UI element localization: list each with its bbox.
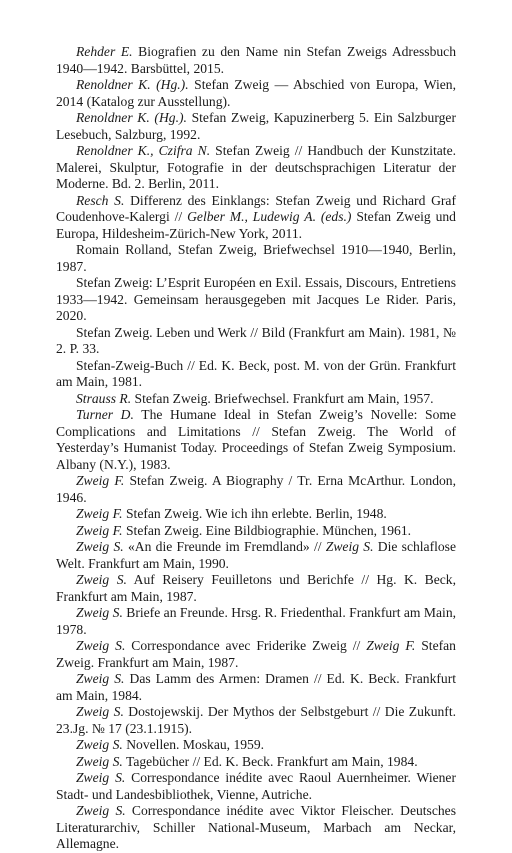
entry-author: Renoldner K., Czifra N.	[76, 143, 211, 158]
bibliography-entry	[56, 638, 456, 671]
bibliography-entry	[56, 506, 456, 523]
entry-author: Zweig S.	[76, 638, 126, 653]
bibliography-entry	[56, 572, 456, 605]
bibliography-entry	[56, 275, 456, 325]
entry-text: Correspondance inédite avec Raoul Auernheimer. Wiener Stadt- und Landesbibliothek, Vienne, Autriche.	[56, 770, 456, 802]
bibliography-entry	[56, 110, 456, 143]
bibliography-page	[56, 44, 456, 853]
entry-text: «An die Freunde im Fremdland» //	[123, 539, 326, 554]
entry-text: The Humane Ideal in Stefan Zweig’s Novelle: Some Complications and Limitations // Stefan Zweig. The World of Yesterday’s Humanist Today. Proceedings of Stefan Zweig Symposium. Albany (N.Y.), 1983.	[56, 407, 456, 472]
entry-author: Rehder E.	[76, 44, 133, 59]
entry-author: Zweig S.	[76, 803, 126, 818]
bibliography-entry	[56, 407, 456, 473]
entry-text: Stefan Zweig — Abschied von Europa, Wien, 2014 (Katalog zur Ausstellung).	[56, 77, 456, 109]
bibliography-entry	[56, 44, 456, 77]
entry-editors: Gelber M., Ludewig A. (eds.)	[187, 209, 352, 224]
entry-author: Zweig S.	[76, 605, 123, 620]
entry-author: Zweig S.	[76, 572, 127, 587]
entry-author: Zweig F.	[76, 522, 123, 538]
bibliography-entry	[56, 358, 456, 391]
entry-author: Zweig F.	[76, 473, 125, 488]
entry-text: Differenz des Einklangs: Stefan Zweig und Richard Graf Coudenhove-Kalergi //	[56, 192, 456, 224]
entry-text: Stefan-Zweig-Buch // Ed. K. Beck, post. M. von der Grün. Frankfurt am Main, 1981.	[56, 357, 456, 389]
bibliography-entry	[56, 539, 456, 572]
entry-author: Renoldner K. (Hg.).	[76, 110, 187, 125]
bibliography-entry	[56, 193, 456, 243]
entry-text-continued: Stefan Zweig. Frankfurt am Main, 1987.	[56, 638, 456, 670]
entry-text-continued: Die schlaflose Welt. Frankfurt am Main, 1990.	[56, 539, 457, 571]
entry-text: Auf Reisery Feuilletons und Berichfe // Hg. K. Beck, Frankfurt am Main, 1987.	[56, 572, 457, 604]
entry-author: Zweig S.	[76, 704, 124, 719]
bibliography-entry	[56, 523, 456, 540]
bibliography-entry	[56, 671, 456, 704]
entry-author: Zweig S.	[76, 770, 126, 785]
entry-author: Turner D.	[76, 407, 134, 422]
bibliography-entry	[56, 605, 456, 638]
entry-author: Zweig S.	[76, 539, 124, 554]
entry-text: Stefan Zweig. Eine Bildbiographie. München, 1961.	[122, 522, 412, 538]
entry-text: Tagebücher // Ed. K. Beck. Frankfurt am Main, 1984.	[122, 753, 418, 769]
entry-text: Stefan Zweig. Wie ich ihn erlebte. Berlin, 1948.	[122, 506, 387, 521]
entry-author: Zweig S.	[76, 671, 125, 686]
entry-text: Correspondance avec Friderike Zweig //	[125, 638, 367, 653]
entry-text: Stefan Zweig: L’Esprit Européen en Exil. Essais, Discours, Entretiens 1933—1942. Gemeinsam herausgegeben mit Jacques Le Rider. Paris, 2020.	[56, 275, 456, 323]
entry-text: Das Lamm des Armen: Dramen // Ed. K. Beck. Frankfurt am Main, 1984.	[56, 671, 457, 703]
entry-text: Stefan Zweig. Briefwechsel. Frankfurt am Main, 1957.	[131, 390, 434, 406]
entry-author: Resch S.	[76, 192, 125, 208]
entry-author: Renoldner K. (Hg.).	[76, 77, 189, 92]
bibliography-entry	[56, 473, 456, 506]
entry-text: Novellen. Moskau, 1959.	[122, 737, 265, 752]
entry-text: Stefan Zweig, Kapuzinerberg 5. Ein Salzburger Lesebuch, Salzburg, 1992.	[56, 110, 456, 142]
bibliography-entry	[56, 242, 456, 275]
entry-author: Zweig S.	[76, 753, 123, 769]
bibliography-entry	[56, 325, 456, 358]
bibliography-entry	[56, 754, 456, 771]
entry-text: Stefan Zweig // Handbuch der Kunstzitate. Malerei, Skulptur, Fotografie in der deutschsprachigen Literatur der Moderne. Bd. 2. Berlin, 2011.	[56, 143, 456, 191]
entry-text: Correspondance inédite avec Viktor Fleischer. Deutsches Literaturarchiv, Schiller National-Museum, Marbach am Neckar, Allemagne.	[56, 803, 456, 851]
bibliography-entry	[56, 143, 456, 193]
bibliography-entry	[56, 770, 456, 803]
bibliography-entry	[56, 391, 456, 408]
entry-author: Zweig S.	[76, 737, 123, 752]
bibliography-entry	[56, 77, 456, 110]
entry-text: Briefe an Freunde. Hrsg. R. Friedenthal. Frankfurt am Main, 1978.	[56, 605, 457, 637]
entry-text: Romain Rolland, Stefan Zweig, Briefwechsel 1910—1940, Berlin, 1987.	[56, 242, 456, 274]
bibliography-entry	[56, 803, 456, 853]
entry-secondary-author: Zweig F.	[366, 638, 416, 653]
entry-text: Biografien zu den Name nin Stefan Zweigs Adressbuch 1940—1942. Barsbüttel, 2015.	[56, 44, 456, 76]
bibliography-entry	[56, 737, 456, 754]
entry-text: Dostojewskij. Der Mythos der Selbstgeburt // Die Zukunft. 23.Jg. № 17 (23.1.1915).	[56, 704, 457, 736]
entry-secondary-author: Zweig S.	[325, 539, 374, 554]
bibliography-entry	[56, 704, 456, 737]
entry-text: Stefan Zweig. A Biography / Tr. Erna McArthur. London, 1946.	[56, 473, 456, 505]
entry-text: Stefan Zweig. Leben und Werk // Bild (Frankfurt am Main). 1981, № 2. P. 33.	[56, 324, 456, 356]
entry-author: Strauss R.	[76, 390, 132, 406]
entry-author: Zweig F.	[76, 506, 123, 521]
entry-text-continued: Stefan Zweig und Europa, Hildesheim-Zürich-New York, 2011.	[56, 209, 456, 241]
